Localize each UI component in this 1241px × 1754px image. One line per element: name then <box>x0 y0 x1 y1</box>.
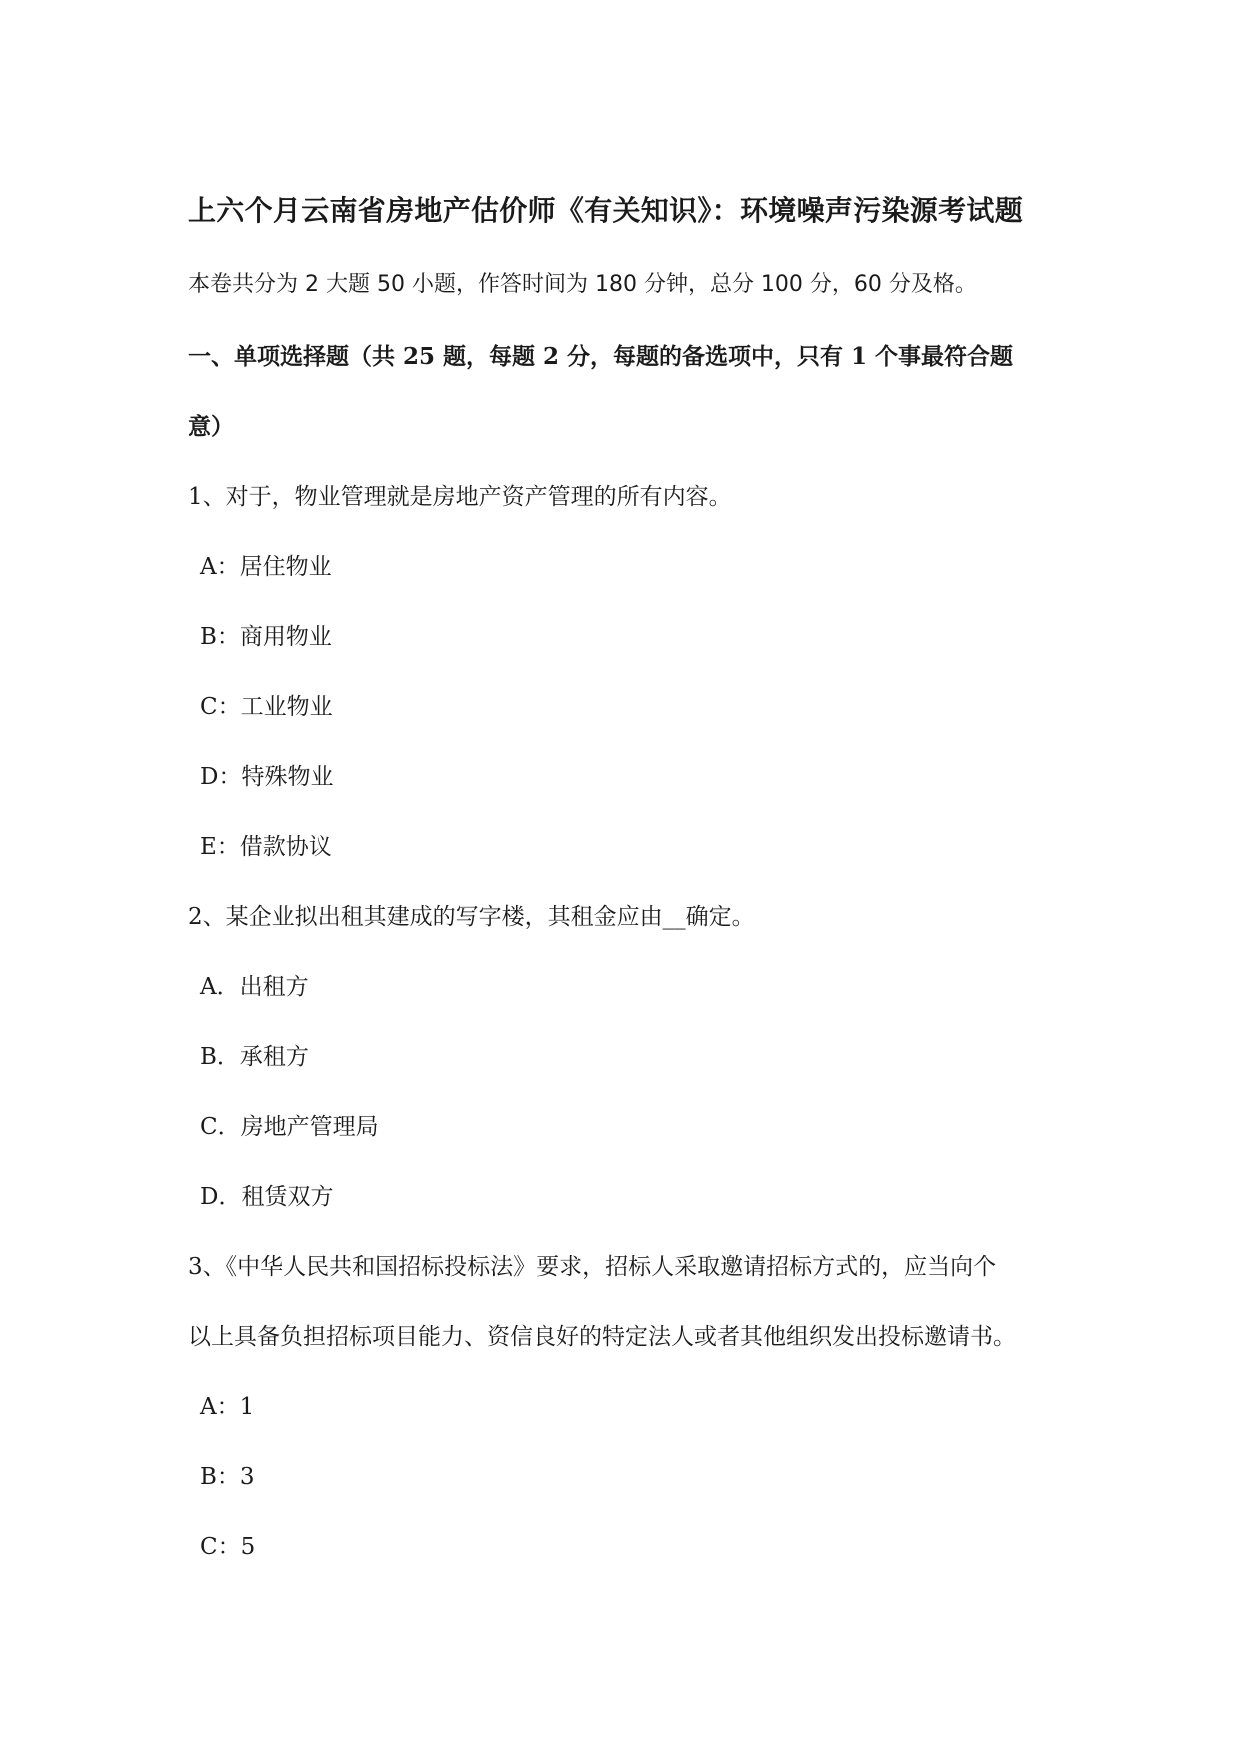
question-2-option-b: B．承租方 <box>200 1044 309 1070</box>
question-2-option-d: D．租赁双方 <box>200 1184 334 1210</box>
question-3-option-c: C：5 <box>200 1534 256 1560</box>
question-1-option-d: D：特殊物业 <box>200 764 334 790</box>
section-heading-line1: 一、单项选择题（共 25 题，每题 2 分，每题的备选项中，只有 1 个事最符合题 <box>188 343 1014 370</box>
question-2-option-a: A．出租方 <box>200 974 309 1000</box>
document-title: 上六个月云南省房地产估价师《有关知识》：环境噪声污染源考试题 <box>188 194 1024 227</box>
section-heading-line2: 意） <box>188 413 234 440</box>
exam-intro: 本卷共分为 2 大题 50 小题，作答时间为 180 分钟，总分 100 分，60 分及格。 <box>188 272 977 297</box>
question-1-option-b: B：商用物业 <box>200 624 332 650</box>
question-3-stem-line2: 以上具备负担招标项目能力、资信良好的特定法人或者其他组织发出投标邀请书。 <box>188 1324 1016 1350</box>
question-1-option-c: C：工业物业 <box>200 694 333 720</box>
question-2-stem: 2、某企业拟出租其建成的写字楼，其租金应由__确定。 <box>188 904 755 930</box>
question-3-option-a: A：1 <box>200 1394 255 1420</box>
question-1-option-e: E：借款协议 <box>200 834 332 860</box>
question-1-option-a: A：居住物业 <box>200 554 332 580</box>
question-3-option-b: B：3 <box>200 1464 255 1490</box>
question-1-stem: 1、对于，物业管理就是房地产资产管理的所有内容。 <box>188 484 732 510</box>
question-2-option-c: C．房地产管理局 <box>200 1114 379 1140</box>
question-3-stem-line1: 3、《中华人民共和国招标投标法》要求，招标人采取邀请招标方式的，应当向个 <box>188 1254 997 1280</box>
